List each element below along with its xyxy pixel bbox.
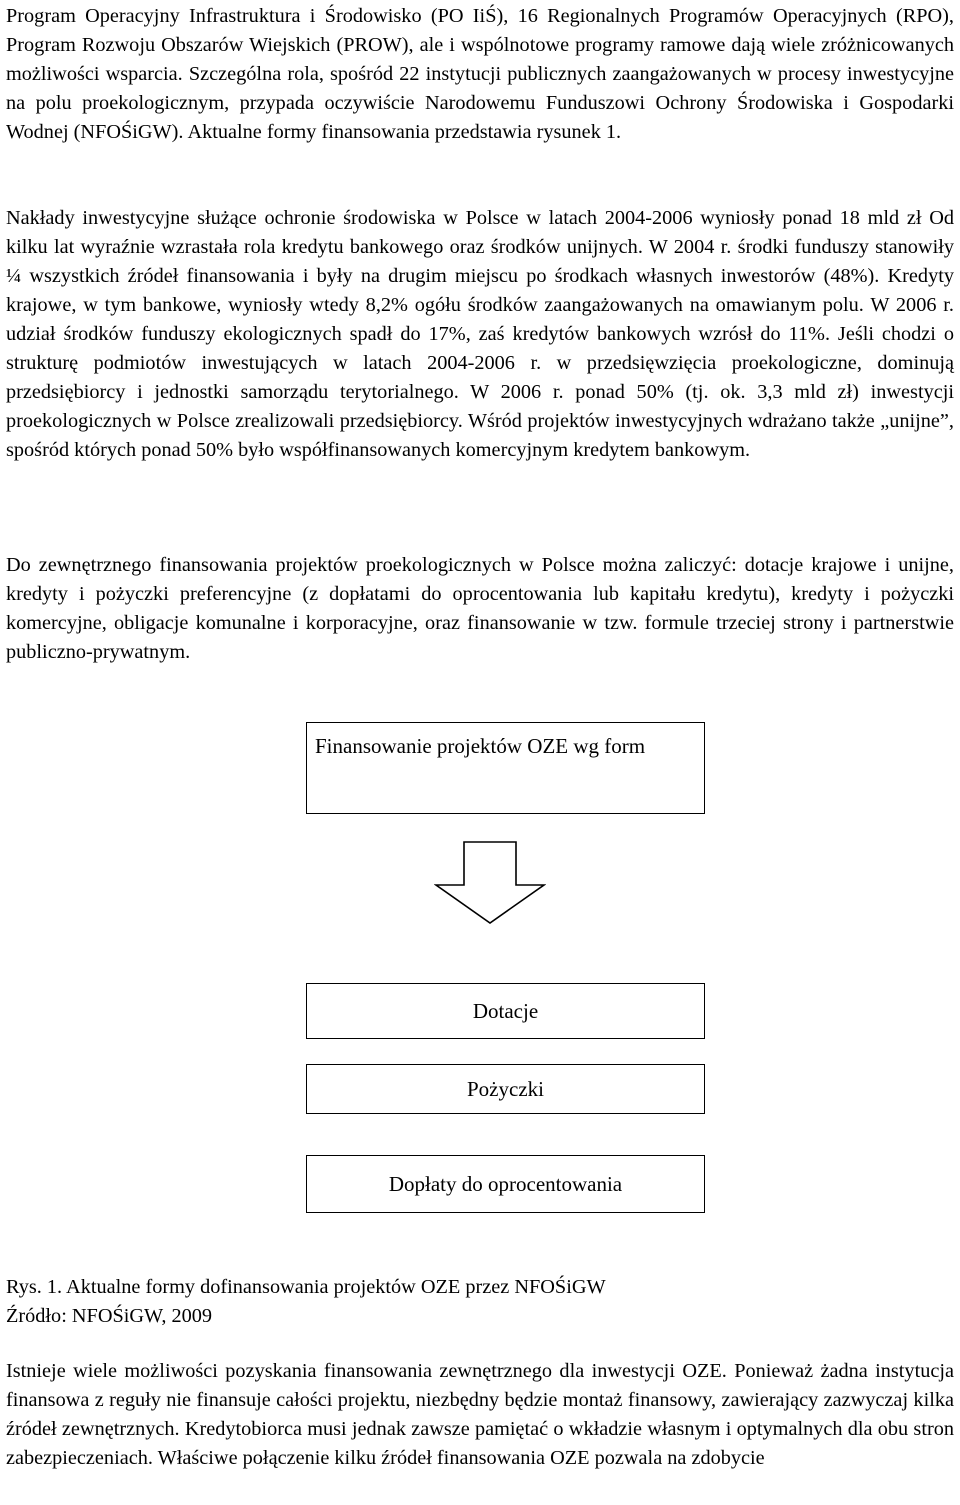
figure-item-dotacje bbox=[306, 983, 705, 1039]
figure-caption: Rys. 1. Aktualne formy dofinansowania projektów OZE przez NFOŚiGW bbox=[6, 1276, 606, 1298]
paragraph-external-financing-options: Istnieje wiele możliwości pozyskania finansowania zewnętrznego dla inwestycji OZE. Ponieważ żadna instytucja finansowa z reguły nie finansuje całości projektu, niezbędny będzie montaż finansowy, zawierający zazwyczaj kilka źródeł zewnętrznych. Kredytobiorca musi jednak zawsze pamiętać o wkładzie własnym i optymalnych dla obu stron zabezpieczeniach. Właściwe połączenie kilku źródeł finansowania OZE pozwala na zdobycie bbox=[6, 1360, 954, 1469]
paragraph-investment-outlays: Nakłady inwestycyjne służące ochronie środowiska w Polsce w latach 2004-2006 wyniosły ponad 18 mld zł Od kilku lat wyraźnie wzrastała rola kredytu bankowego oraz środków unijnych. W 2004 r. środki funduszy stanowiły ¼ wszystkich źródeł finansowania i były na drugim miejscu po środkach własnych inwestorów (48%). Kredyty krajowe, w tym bankowe, wyniosły wtedy 8,2% ogółu środków zaangażowanych na omawianym polu. W 2006 r. udział środków funduszy ekologicznych spadł do 17%, zaś kredytów bankowych wzrósł do 11%. Jeśli chodzi o strukturę podmiotów inwestujących w latach 2004-2006 r. w przedsięwzięcia proekologiczne, dominują przedsiębiorcy i jednostki samorządu terytorialnego. W 2006 r. ponad 50% (tj. ok. 3,3 mld zł) inwestycji proekologicznych w Polsce zrealizowali przedsiębiorcy. Wśród projektów inwestycyjnych wdrażano także „unijne”, spośród których ponad 50% było współfinansowanych komercyjnym kredytem bankowym. bbox=[6, 207, 954, 461]
figure-item-doplaty bbox=[306, 1155, 705, 1213]
paragraph-support-programs: Program Operacyjny Infrastruktura i Środowisko (PO IiŚ), 16 Regionalnych Programów Operacyjnych (RPO), Program Rozwoju Obszarów Wiejskich (PROW), ale i wspólnotowe programy ramowe dają wiele zróżnicowanych możliwości wsparcia. Szczególna rola, spośród 22 instytucji publicznych zaangażowanych w procesy inwestycyjne na polu proekologicznym, przypada oczywiście Narodowemu Funduszowi Ochrony Środowiska i Gospodarki Wodnej (NFOŚiGW). Aktualne formy finansowania przedstawia rysunek 1. bbox=[6, 5, 954, 143]
figure-item-label: Dotacje bbox=[472, 998, 539, 1023]
figure-source: Źródło: NFOŚiGW, 2009 bbox=[6, 1305, 213, 1327]
figure-item-label: Pożyczki bbox=[467, 1076, 544, 1101]
figure-item-pozyczki bbox=[306, 1064, 705, 1114]
down-arrow-icon bbox=[434, 841, 546, 925]
figure-item-label: Dopłaty do oprocentowania bbox=[388, 1171, 623, 1196]
paragraph-external-financing: Do zewnętrznego finansowania projektów proekologicznych w Polsce można zaliczyć: dotacje krajowe i unijne, kredyty i pożyczki preferencyjne (z dopłatami do oprocentowania lub kapitału kredytu), kredyty i pożyczki komercyjne, obligacje komunalne i korporacyjne, oraz finansowanie w tzw. formule trzeciej strony i partnerstwie publiczno-prywatnym. bbox=[6, 554, 954, 663]
figure-title-box: Finansowanie projektów OZE wg form bbox=[306, 722, 705, 814]
